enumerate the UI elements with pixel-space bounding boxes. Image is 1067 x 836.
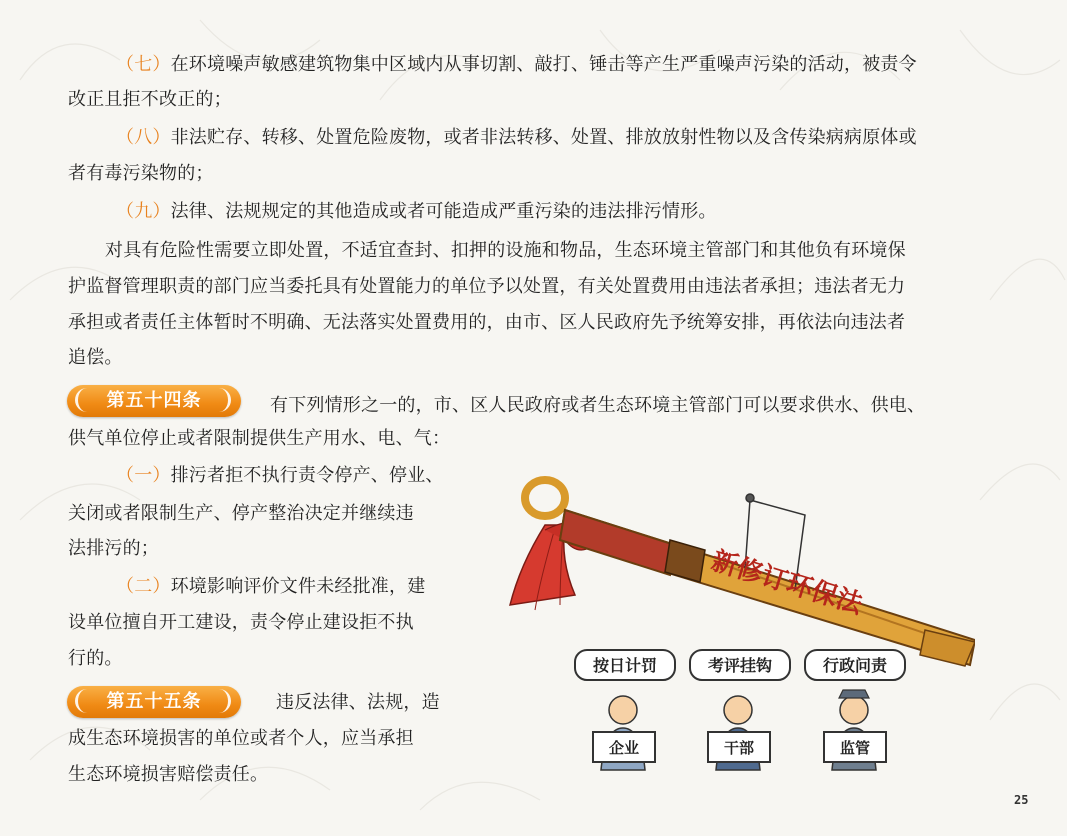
item-9-line1 [116,201,1048,223]
placard-label: 企业 [608,739,640,757]
figure-enterprise [593,696,655,770]
article-54-label: 第五十四条 [106,390,202,411]
article-54-line1: 有下列情形之一的，市、区人民政府或者生态环境主管部门可以要求供水、供电、 [270,395,926,416]
item-text: 法律、法规规定的其他造成或者可能造成严重污染的违法排污情形。 [170,201,717,222]
page-number: 25 [1014,793,1029,807]
article-54-item2-line1 [116,576,516,598]
item-7-line1 [116,54,1048,76]
item-8-line2 [68,163,1000,185]
item-marker: （一） [116,465,171,486]
sign-group [575,650,905,680]
item-marker: （七） [116,54,171,75]
item-text: 在环境噪声敏感建筑物集中区域内从事切割、敲打、锤击等产生严重噪声污染的活动，被责令 [170,54,917,75]
figure-supervisor [824,690,886,770]
item-text: 环境影响评价文件未经批准，建 [170,576,426,597]
paragraph-line: 追偿。 [68,347,123,368]
sword-label: 新修订环保法 [707,546,866,621]
article-54-item1-line3: 法排污的； [68,538,159,559]
sign-label: 考评挂钩 [707,656,773,675]
article-54-item2-line2: 设单位擅自开工建设，责令停止建设拒不执 [68,612,414,633]
article-54-item1-line1 [116,465,516,487]
paragraph-line: 承担或者责任主体暂时不明确、无法落实处置费用的，由市、区人民政府先予统筹安排，再依法向违法者 [68,312,906,333]
item-7-line2 [68,89,1000,111]
article-54-item2-line3: 行的。 [68,648,123,669]
placard-label: 监管 [839,739,871,757]
article-55-label: 第五十五条 [106,691,202,712]
article-54-item1-line2: 关闭或者限制生产、停产整治决定并继续违 [68,503,414,524]
hilt-ring [525,480,565,516]
item-text: 非法贮存、转移、处置危险废物，或者非法转移、处置、排放放射性物以及含传染病病原体或 [170,127,917,148]
placard-label: 干部 [723,739,755,757]
item-text: 排污者拒不执行责令停产、停业、 [170,465,444,486]
article-55-line2: 成生态环境损害的单位或者个人，应当承担 [68,728,414,749]
item-marker: （八） [116,127,171,148]
item-text: 改正且拒不改正的； [68,89,232,110]
item-text: 者有毒污染物的； [68,163,214,184]
paragraph-line: 护监督管理职责的部门应当委托具有处置能力的单位予以处置，有关处置费用由违法者承担；违法者无力 [68,276,906,297]
figure-cadre [708,696,770,770]
sign-label: 行政问责 [822,656,888,675]
item-marker: （二） [116,576,171,597]
article-55-line1: 违反法律、法规，造 [276,692,440,713]
item-8-line1 [116,127,1048,149]
item-marker: （九） [116,201,171,222]
article-54-line2: 供气单位停止或者限制提供生产用水、电、气： [68,428,451,449]
article-55-line3: 生态环境损害赔偿责任。 [68,764,269,785]
sword-illustration [505,470,975,780]
paragraph-line: 对具有危险性需要立即处置，不适宜查封、扣押的设施和物品，生态环境主管部门和其他负有环境保 [105,240,906,261]
article-54-badge [67,385,241,417]
article-55-badge [67,686,241,718]
sign-label: 按日计罚 [592,656,658,675]
